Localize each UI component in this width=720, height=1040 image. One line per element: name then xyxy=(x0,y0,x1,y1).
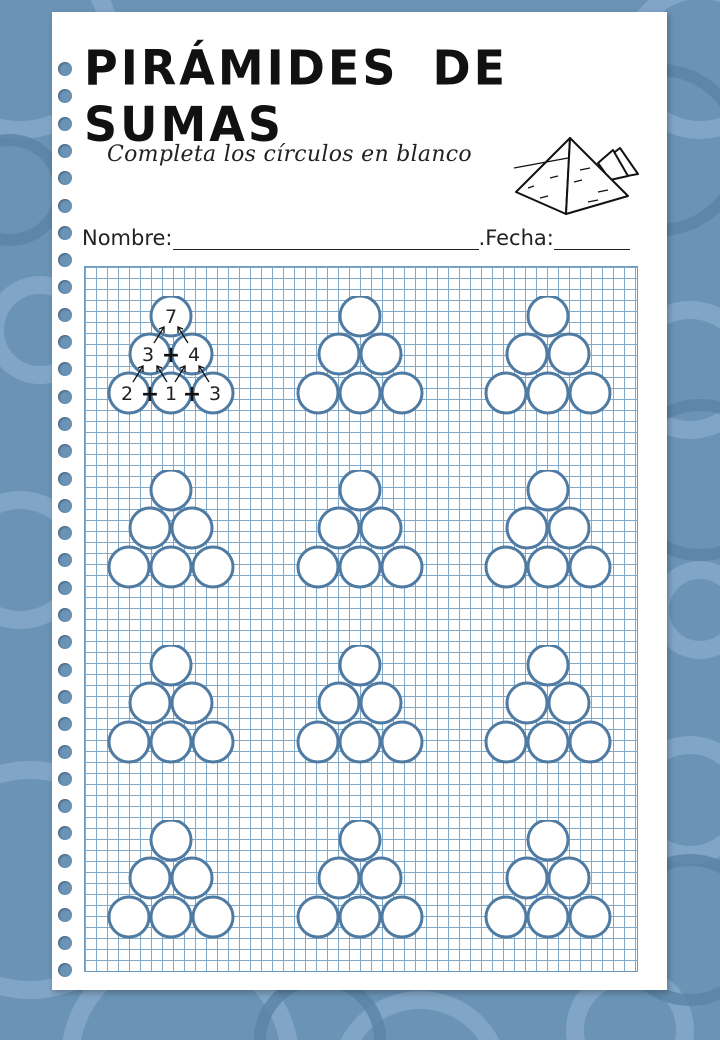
spiral-hole xyxy=(58,117,72,131)
blank-circle-bottom-left[interactable] xyxy=(298,722,338,762)
blank-circle-bottom-left[interactable] xyxy=(109,897,149,937)
blank-circle-bottom-right[interactable] xyxy=(570,547,610,587)
blank-pyramid xyxy=(294,470,424,600)
blank-circle-bottom-middle[interactable] xyxy=(528,722,568,762)
blank-pyramid xyxy=(482,296,612,426)
blank-circle-bottom-right[interactable] xyxy=(570,722,610,762)
title-word-1: PIRÁMIDES xyxy=(84,39,399,96)
blank-circle-top[interactable] xyxy=(340,296,380,336)
spiral-hole xyxy=(58,390,72,404)
spiral-hole xyxy=(58,253,72,267)
spiral-hole xyxy=(58,199,72,213)
blank-circle-bottom-right[interactable] xyxy=(193,897,233,937)
blank-circle-top[interactable] xyxy=(151,470,191,510)
blank-circle-bottom-left[interactable] xyxy=(298,373,338,413)
example-bottom-right-number: 3 xyxy=(208,383,222,405)
blank-pyramid xyxy=(105,470,235,600)
spiral-hole xyxy=(58,417,72,431)
blank-circle-middle-right[interactable] xyxy=(172,683,212,723)
blank-circle-bottom-left[interactable] xyxy=(298,897,338,937)
blank-circle-middle-right[interactable] xyxy=(361,683,401,723)
blank-circle-bottom-middle[interactable] xyxy=(151,722,191,762)
blank-pyramid xyxy=(105,645,235,775)
spiral-hole xyxy=(58,881,72,895)
spiral-hole xyxy=(58,144,72,158)
plus-sign: + xyxy=(140,382,160,407)
blank-circle-bottom-middle[interactable] xyxy=(340,373,380,413)
blank-pyramid xyxy=(105,820,235,950)
instruction-text: Completa los círculos en blanco xyxy=(107,142,472,167)
blank-circle-bottom-left[interactable] xyxy=(109,547,149,587)
blank-circle-bottom-right[interactable] xyxy=(382,722,422,762)
blank-circle-top[interactable] xyxy=(151,645,191,685)
spiral-hole xyxy=(58,226,72,240)
blank-circle-middle-right[interactable] xyxy=(549,683,589,723)
pyramid-icon xyxy=(510,130,645,220)
blank-circle-top[interactable] xyxy=(340,645,380,685)
plus-sign: + xyxy=(182,382,202,407)
example-top-number: 7 xyxy=(164,306,178,328)
blank-circle-middle-left[interactable] xyxy=(319,858,359,898)
title-word-2: DE SUMAS xyxy=(84,39,509,153)
blank-circle-top[interactable] xyxy=(528,296,568,336)
blank-circle-bottom-right[interactable] xyxy=(382,547,422,587)
blank-circle-bottom-left[interactable] xyxy=(486,547,526,587)
blank-circle-middle-left[interactable] xyxy=(507,858,547,898)
spiral-hole xyxy=(58,308,72,322)
blank-pyramid xyxy=(482,645,612,775)
blank-circle-bottom-right[interactable] xyxy=(193,547,233,587)
spiral-hole xyxy=(58,62,72,76)
blank-circle-bottom-left[interactable] xyxy=(486,722,526,762)
example-pyramid xyxy=(105,296,235,426)
blank-circle-bottom-left[interactable] xyxy=(486,373,526,413)
spiral-hole xyxy=(58,472,72,486)
blank-circle-bottom-right[interactable] xyxy=(382,373,422,413)
example-bottom-middle-number: 1 xyxy=(164,383,178,405)
blank-circle-middle-left[interactable] xyxy=(319,683,359,723)
spiral-hole xyxy=(58,799,72,813)
example-bottom-left-number: 2 xyxy=(120,383,134,405)
blank-circle-middle-right[interactable] xyxy=(361,508,401,548)
blank-circle-bottom-middle[interactable] xyxy=(528,373,568,413)
date-label: .Fecha: xyxy=(478,226,554,250)
name-label: Nombre: xyxy=(82,226,173,250)
blank-pyramid xyxy=(294,296,424,426)
plus-sign: + xyxy=(161,343,181,368)
blank-circle-bottom-middle[interactable] xyxy=(151,897,191,937)
blank-circle-middle-right[interactable] xyxy=(549,858,589,898)
spiral-hole xyxy=(58,499,72,513)
spiral-hole xyxy=(58,335,72,349)
blank-circle-top[interactable] xyxy=(340,820,380,860)
blank-circle-middle-left[interactable] xyxy=(130,683,170,723)
blank-circle-bottom-right[interactable] xyxy=(570,897,610,937)
blank-circle-middle-right[interactable] xyxy=(549,334,589,374)
blank-circle-bottom-right[interactable] xyxy=(382,897,422,937)
name-date-row xyxy=(82,226,642,250)
blank-circle-bottom-middle[interactable] xyxy=(151,547,191,587)
blank-circle-middle-left[interactable] xyxy=(507,508,547,548)
spiral-hole xyxy=(58,581,72,595)
blank-circle-top[interactable] xyxy=(151,820,191,860)
spiral-hole xyxy=(58,608,72,622)
blank-circle-bottom-middle[interactable] xyxy=(340,722,380,762)
blank-pyramid xyxy=(482,820,612,950)
blank-circle-bottom-right[interactable] xyxy=(193,722,233,762)
spiral-hole xyxy=(58,690,72,704)
spiral-hole xyxy=(58,772,72,786)
blank-circle-middle-right[interactable] xyxy=(549,508,589,548)
blank-circle-middle-right[interactable] xyxy=(172,858,212,898)
blank-circle-bottom-left[interactable] xyxy=(298,547,338,587)
blank-circle-bottom-right[interactable] xyxy=(570,373,610,413)
name-field[interactable] xyxy=(173,227,479,250)
blank-pyramid xyxy=(482,470,612,600)
date-field[interactable] xyxy=(554,227,630,250)
blank-circle-middle-right[interactable] xyxy=(361,858,401,898)
blank-circle-middle-right[interactable] xyxy=(361,334,401,374)
blank-pyramid xyxy=(294,820,424,950)
blank-circle-middle-left[interactable] xyxy=(319,508,359,548)
blank-circle-bottom-left[interactable] xyxy=(109,722,149,762)
blank-circle-top[interactable] xyxy=(528,470,568,510)
blank-circle-bottom-middle[interactable] xyxy=(528,897,568,937)
example-middle-left-number: 3 xyxy=(141,344,155,366)
blank-circle-middle-left[interactable] xyxy=(507,334,547,374)
blank-circle-middle-left[interactable] xyxy=(319,334,359,374)
example-middle-right-number: 4 xyxy=(187,344,201,366)
spiral-hole xyxy=(58,526,72,540)
spiral-hole xyxy=(58,936,72,950)
spiral-hole xyxy=(58,663,72,677)
blank-circle-middle-left[interactable] xyxy=(130,858,170,898)
blank-circle-bottom-middle[interactable] xyxy=(340,897,380,937)
blank-circle-middle-left[interactable] xyxy=(507,683,547,723)
spiral-hole xyxy=(58,854,72,868)
blank-circle-top[interactable] xyxy=(528,645,568,685)
blank-circle-middle-right[interactable] xyxy=(172,508,212,548)
spiral-hole xyxy=(58,963,72,977)
blank-circle-middle-left[interactable] xyxy=(130,508,170,548)
spiral-hole xyxy=(58,745,72,759)
blank-circle-bottom-middle[interactable] xyxy=(340,547,380,587)
blank-circle-top[interactable] xyxy=(340,470,380,510)
blank-circle-bottom-middle[interactable] xyxy=(528,547,568,587)
blank-pyramid xyxy=(294,645,424,775)
blank-circle-top[interactable] xyxy=(528,820,568,860)
blank-circle-bottom-left[interactable] xyxy=(486,897,526,937)
